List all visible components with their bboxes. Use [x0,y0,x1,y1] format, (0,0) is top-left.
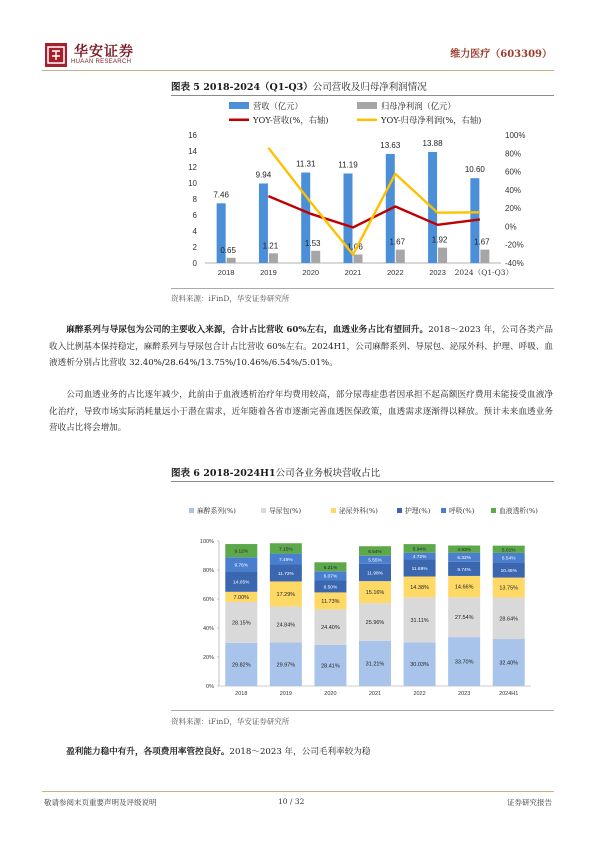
y-tick-label: 60% [202,597,214,603]
company-name: 维力医疗（603309） [450,49,552,60]
legend-label: 泌尿外科(%) [339,507,378,515]
figure6-title-prefix: 图表 6 2018-2024H1 [171,468,276,479]
profit-data-label: 1.92 [431,235,448,245]
profit-bar [480,250,489,263]
y-tick-right: 80% [505,149,522,159]
segment-data-label: 6.54% [368,549,382,555]
legend-label: 导尿包(%) [269,507,302,515]
paragraph-1-lead: 麻醉系列与导尿包为公司的主要收入来源，合计占比营收 60%左右，血透业务占比有望回升。 [66,325,429,335]
paragraph-2: 公司血透业务的占比逐年减少，此前由于血液透析治疗年均费用较高，部分尿毒症患者因承担不起高额医疗费用未能接受血液净化治疗，导致市场实际消耗量远小于潜在需求，近年随着各省市逐渐完善血透医保政策，血透需求逐渐得以释放。预计未来血透业务营收占比将会增加。 [49,390,553,433]
logo-text: 华安证券 [74,44,134,60]
segment-data-label: 5.55% [368,558,382,564]
legend-label: 归母净利润（亿元） [381,101,456,111]
legend-swatch [357,102,377,109]
segment-data-label: 9.12% [234,549,249,555]
figure6-source: 资料来源：iFinD，华安证券研究所 [171,717,290,726]
segment-data-label: 11.72% [277,571,294,577]
segment-data-label: 10.46% [500,568,517,574]
revenue-data-label: 11.19 [338,160,358,170]
segment-data-label: 15.16% [365,590,385,597]
x-tick-label: 2021 [344,268,362,277]
paragraph-3-body: 2018～2023 年，公司毛利率较为稳 [229,747,371,757]
legend-swatch [397,508,402,513]
segment-data-label: 24.40% [321,625,340,632]
legend-label: 血液透析(%) [499,507,538,515]
figure5-top-rule [171,95,554,96]
legend-swatch [357,119,377,122]
y-tick-right: 40% [505,185,522,195]
revenue-data-label: 9.94 [255,170,272,180]
segment-data-label: 28.41% [321,663,340,670]
profit-bar [438,248,447,263]
figure5-source: 资料来源：iFinD，华安证券研究所 [171,294,290,303]
x-tick-label: 2018 [235,691,248,697]
page-number: 10 / 32 [278,797,305,806]
segment-data-label: 30.03% [410,662,429,669]
revenue-bar [259,183,268,263]
logo-subtext: HUAAN RESEARCH [71,59,132,65]
segment-data-label: 4.72% [412,555,427,561]
revenue-data-label: 11.31 [295,159,316,169]
profit-bar [269,253,278,263]
revenue-data-label: 13.63 [380,140,401,150]
segment-data-label: 29.82% [231,662,251,669]
y-tick-right: 60% [505,167,522,177]
y-tick-left: 12 [188,163,197,172]
figure5-title-suffix: 公司营收及归母净利润情况 [312,82,427,93]
segment-data-label: 4.93% [457,548,471,554]
revenue-profit-chart [171,97,554,287]
profit-data-label: 1.21 [262,241,279,251]
y-tick-right: -40% [505,259,524,268]
y-tick-left: 8 [192,195,197,204]
figure6-top-rule [171,481,554,482]
y-tick-left: 16 [188,131,197,140]
profit-data-label: 0.65 [220,245,236,255]
y-tick-left: 6 [192,211,197,220]
x-tick-label: 2019 [260,268,277,277]
y-tick-left: 14 [188,147,197,156]
legend-swatch [441,508,446,513]
segment-data-label: 7.15% [279,547,293,553]
legend-label: 护理(%) [405,507,431,515]
x-tick-label: 2023 [429,268,446,277]
footer-disclaimer: 敬请参阅末页重要声明及评级说明 [44,798,157,807]
profit-bar [396,250,405,263]
profit-bar [354,255,363,263]
figure5-title-prefix: 图表 5 2018-2024（Q1-Q3） [171,82,313,93]
y-tick-label: 20% [202,655,214,661]
segment-data-label: 14.38% [410,584,429,591]
segment-data-label: 28.15% [231,620,251,627]
profit-bar [227,258,236,263]
y-tick-left: 10 [188,179,197,188]
profit-data-label: 1.06 [347,242,363,252]
paragraph-3-lead: 盈利能力稳中有升，各项费用率管控良好。 [66,747,230,757]
segment-data-label: 31.11% [410,617,429,624]
y-tick-left: 2 [192,243,197,252]
figure6-bottom-rule [171,710,554,711]
segment-data-label: 24.84% [276,622,296,629]
revenue-bar [301,173,310,263]
segment-data-label: 29.97% [276,662,296,669]
legend-label: 营收（亿元） [253,101,303,111]
x-tick-label: 2024（Q1-Q3） [454,268,514,277]
figure5-title [171,79,427,93]
revenue-data-label: 7.46 [213,190,229,200]
legend-swatch [189,508,194,513]
segment-data-label: 5.94% [412,547,427,553]
segment-data-label: 5.01% [501,548,516,554]
figure6-title [171,465,380,479]
y-tick-right: 20% [505,204,522,214]
y-tick-label: 0% [206,684,214,690]
segment-data-label: 7.49% [279,558,293,564]
revenue-data-label: 13.88 [422,138,443,148]
segment-data-label: 11.73% [321,598,340,605]
report-type: 证券研究报告 [507,798,552,807]
y-tick-right: -20% [505,240,524,250]
figure6-title-suffix: 公司各业务板块营收占比 [275,468,381,479]
y-tick-left: 4 [192,227,197,236]
y-tick-label: 40% [202,626,214,632]
x-tick-label: 2023 [458,691,471,697]
revenue-data-label: 10.60 [464,165,485,175]
legend-label: 麻醉系列(%) [197,507,236,515]
footer-divider [42,791,554,792]
segment-data-label: 14.05% [233,580,250,586]
segment-data-label: 13.75% [499,585,519,592]
segment-data-label: 27.54% [454,615,474,622]
paragraph-1 [49,322,553,372]
segment-data-label: 17.29% [276,591,296,598]
segment-data-label: 31.21% [365,661,385,668]
segment-data-label: 6.32% [457,556,471,562]
business-mix-chart [171,490,554,708]
profit-bar [311,251,320,263]
segment-data-label: 11.98% [367,571,383,577]
x-tick-label: 2020 [324,691,337,697]
profit-data-label: 1.67 [474,237,490,247]
x-tick-label: 2020 [302,268,320,277]
legend-swatch [491,508,496,513]
paragraph-3 [49,744,553,761]
segment-data-label: 28.64% [499,616,519,623]
segment-data-label: 33.70% [454,659,474,666]
segment-data-label: 14.66% [454,584,474,591]
segment-data-label: 6.54% [501,556,516,562]
x-tick-label: 2019 [279,691,292,697]
segment-data-label: 6.07% [323,574,338,580]
figure5-bottom-rule [171,288,554,289]
segment-data-label: 11.69% [411,567,428,573]
legend-swatch [229,102,249,109]
legend-label: YOY-归母净利润(%，右轴) [381,115,482,125]
x-tick-label: 2022 [413,691,426,697]
y-tick-left: 0 [192,259,197,268]
segment-data-label: 9.76% [234,563,249,569]
segment-data-label: 8.50% [323,585,338,591]
legend-swatch [331,508,336,513]
y-tick-label: 100% [199,539,214,545]
legend-label: 呼吸(%) [449,507,475,515]
x-tick-label: 2018 [217,268,235,277]
segment-data-label: 7.00% [233,594,250,601]
paragraph-1-body: 2018～2023 年，公司各类产品收入比例基本保持稳定，麻醉系列与导尿包合计占比营收 60%左右。2024H1，公司麻醉系列、导尿包、泌尿外科、护理、呼吸、血液透析分别占比营收 32.40%/28.64%/13.75%/10.46%/6.54%/5.01%。 [49,325,553,368]
x-tick-label: 2022 [386,268,404,277]
segment-data-label: 32.40% [499,660,519,667]
segment-data-label: 9.74% [457,567,471,573]
legend-label: YOY-营收(%，右轴) [253,115,329,125]
x-tick-label: 2021 [368,691,382,697]
logo-icon [45,43,67,67]
segment-data-label: 6.21% [323,565,338,571]
x-tick-label: 2024H1 [499,691,519,697]
legend-swatch [261,508,266,513]
y-tick-right: 0% [505,222,517,232]
legend-swatch [229,119,249,122]
profit-data-label: 1.67 [389,237,406,247]
profit-data-label: 1.53 [304,238,321,248]
y-tick-right: 100% [505,131,526,140]
header-divider [42,70,554,71]
segment-data-label: 25.96% [365,619,385,626]
y-tick-label: 80% [202,568,214,574]
